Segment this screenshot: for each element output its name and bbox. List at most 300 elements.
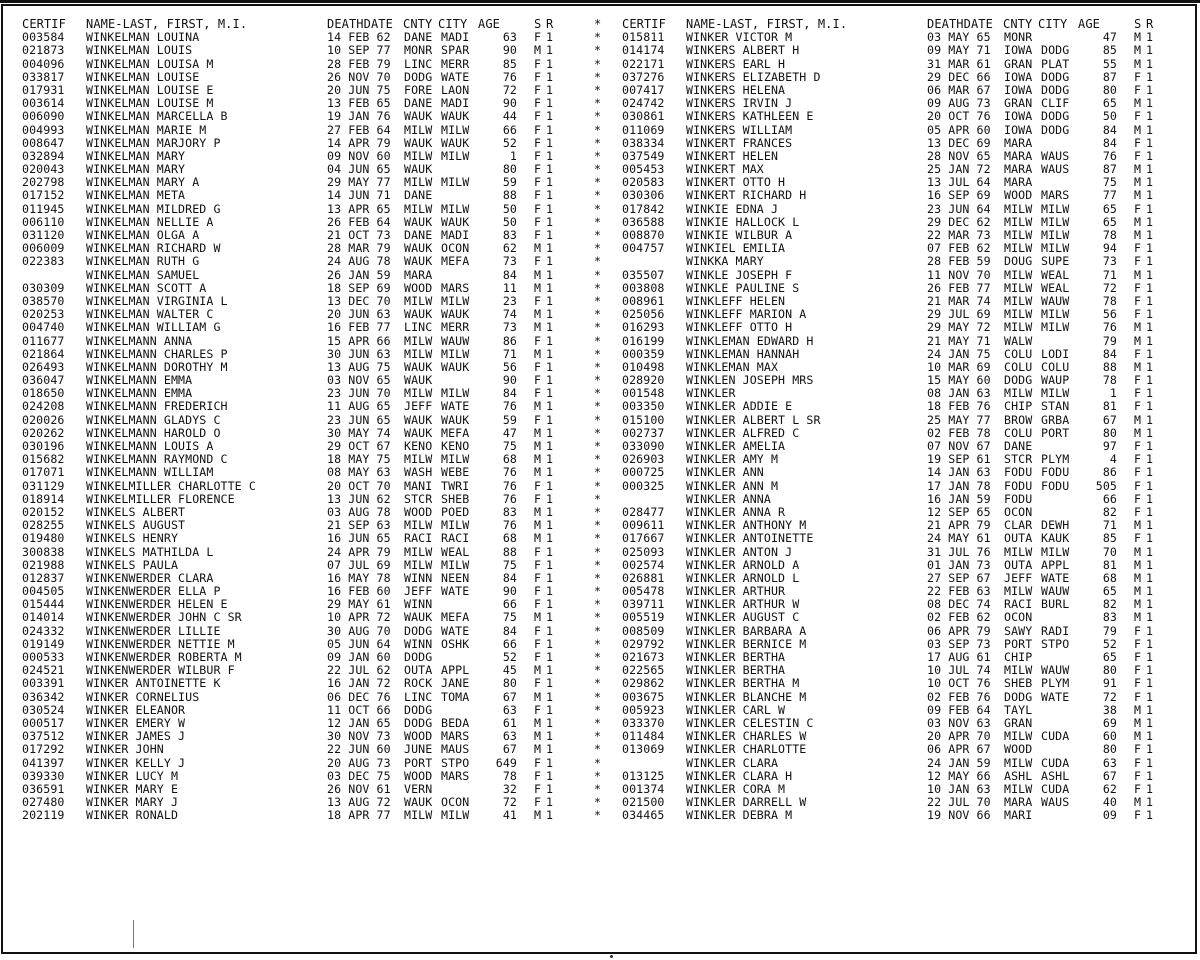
record-age: 75	[1102, 175, 1117, 190]
record-sex: F	[534, 478, 542, 493]
record-deathdate: 08 MAY 63	[327, 465, 391, 480]
record-age: 75	[502, 557, 517, 572]
record-certif: 024332	[22, 623, 65, 638]
record-certif: 202798	[22, 175, 65, 190]
record-race: 1	[546, 280, 554, 295]
record-certif: 035507	[622, 267, 665, 282]
record-certif: 011484	[622, 729, 665, 744]
record-certif: 000533	[22, 650, 65, 664]
record-age: 85	[502, 56, 517, 71]
record-county: MILW	[404, 175, 433, 190]
record-race: 1	[1146, 69, 1154, 84]
record-city: RADI	[1041, 623, 1070, 638]
record-certif: 015444	[22, 597, 65, 612]
record-row	[622, 267, 1154, 282]
record-age: 76	[1102, 148, 1117, 163]
record-certif: 024521	[22, 663, 65, 678]
record-certif: 003584	[22, 30, 65, 45]
record-deathdate: 13 JUL 64	[927, 175, 991, 190]
record-age: 45	[502, 663, 517, 678]
record-row	[22, 56, 602, 71]
record-deathdate: 29 MAY 61	[327, 597, 391, 612]
record-name: WINKLER CARL W	[686, 702, 786, 717]
record-city: CLIF	[1041, 96, 1070, 111]
record-deathdate: 22 JUN 60	[327, 742, 391, 757]
record-race: 1	[1146, 623, 1154, 638]
record-race: 1	[546, 795, 554, 810]
record-race: 1	[1146, 122, 1154, 137]
record-race: 1	[1146, 755, 1154, 770]
record-county: MILW	[404, 148, 433, 163]
record-row	[22, 557, 602, 572]
record-name: WINKELMAN MARY A	[86, 175, 200, 190]
record-row	[622, 465, 1154, 480]
record-race: 1	[546, 148, 554, 163]
record-race: 1	[546, 188, 554, 203]
record-sex: M	[1134, 544, 1142, 559]
record-county: FORE	[404, 82, 433, 97]
record-sex: F	[534, 768, 542, 783]
record-separator: *	[594, 359, 602, 374]
record-age: 82	[1102, 504, 1117, 519]
record-name: WINKLER AMY M	[686, 452, 779, 467]
record-name: WINKERT HELEN	[686, 148, 779, 163]
record-certif: 032894	[22, 148, 65, 163]
record-deathdate: 13 AUG 75	[327, 359, 391, 374]
scan-speck	[610, 955, 613, 958]
record-name: WINKENWERDER WILBUR F	[86, 663, 235, 678]
record-county: DANE	[1004, 439, 1033, 453]
record-deathdate: 24 JAN 75	[927, 346, 991, 361]
record-age: 59	[502, 175, 517, 190]
record-county: PORT	[1004, 636, 1033, 651]
record-row	[22, 808, 602, 823]
record-city: POED	[441, 504, 470, 519]
record-certif: 026881	[622, 570, 665, 585]
record-name: WINKELMAN LOUISA M	[86, 56, 214, 71]
record-row	[22, 412, 602, 427]
record-certif: 038570	[22, 293, 65, 308]
record-name: WINKELMAN META	[86, 188, 186, 203]
record-sex: M	[534, 452, 542, 467]
record-county: IOWA	[1004, 69, 1033, 84]
record-city: SPAR	[441, 43, 470, 58]
record-certif: 021873	[22, 43, 65, 58]
record-sex: F	[534, 175, 542, 190]
record-city: CUDA	[1041, 755, 1070, 770]
record-city: MILW	[1041, 201, 1070, 216]
header-deathdate: DEATHDATE	[927, 17, 993, 31]
record-county: ROCK	[404, 676, 433, 691]
record-county: MARI	[1004, 808, 1033, 823]
record-race: 1	[546, 557, 554, 572]
record-sex: F	[1134, 201, 1142, 216]
record-sex: F	[534, 109, 542, 124]
record-deathdate: 19 JAN 76	[327, 109, 391, 124]
record-certif: 021864	[22, 346, 65, 361]
record-name: WINKELMAN SCOTT A	[86, 280, 207, 295]
record-sex: F	[1134, 504, 1142, 519]
record-county: IOWA	[1004, 82, 1033, 97]
header-name: NAME-LAST, FIRST, M.I.	[86, 17, 248, 31]
record-row	[622, 241, 1154, 256]
record-county: MILW	[1004, 663, 1033, 678]
record-certif: 013069	[622, 742, 665, 757]
record-city: WAUS	[1041, 148, 1070, 163]
record-age: 63	[1102, 755, 1117, 770]
record-separator: *	[594, 491, 602, 506]
record-age: 78	[1102, 373, 1117, 388]
record-separator: *	[594, 531, 602, 546]
record-certif: 005519	[622, 610, 665, 625]
record-name: WINKELMAN LOUISE	[86, 69, 200, 84]
record-row	[622, 544, 1154, 559]
record-race: 1	[1146, 504, 1154, 519]
record-separator: *	[594, 452, 602, 467]
record-name: WINKELMAN MARY	[86, 148, 186, 163]
record-certif: 011677	[22, 333, 65, 348]
record-county: OCON	[1004, 610, 1033, 625]
record-deathdate: 24 AUG 78	[327, 254, 391, 269]
record-deathdate: 22 FEB 63	[927, 584, 991, 599]
record-city: MARS	[1041, 188, 1070, 203]
record-separator: *	[594, 307, 602, 322]
record-deathdate: 18 MAY 75	[327, 452, 391, 467]
record-county: DANE	[404, 188, 433, 203]
record-name: WINKELMANN CHARLES P	[86, 346, 228, 361]
record-sex: F	[1134, 676, 1142, 691]
record-name: WINKELMAN SAMUEL	[86, 267, 200, 282]
record-age: 83	[502, 228, 517, 242]
record-county: WAUK	[404, 214, 433, 229]
record-race: 1	[1146, 610, 1154, 625]
record-row	[22, 109, 602, 124]
record-deathdate: 16 FEB 60	[327, 584, 391, 599]
record-row	[622, 280, 1154, 295]
record-city: LODI	[1041, 346, 1070, 361]
record-race: 1	[1146, 425, 1154, 440]
record-age: 88	[502, 188, 517, 203]
record-county: OUTA	[404, 663, 433, 678]
record-row	[22, 676, 602, 691]
record-name: WINKLER AUGUST C	[686, 610, 800, 625]
record-row	[22, 267, 602, 282]
record-certif: 036047	[22, 373, 65, 388]
record-county: WOOD	[404, 280, 433, 295]
record-race: 1	[546, 30, 554, 45]
record-deathdate: 14 APR 79	[327, 135, 391, 150]
record-certif: 019480	[22, 531, 65, 546]
record-certif: 006090	[22, 109, 65, 124]
record-age: 90	[502, 43, 517, 58]
record-sex: F	[534, 373, 542, 388]
record-age: 66	[502, 122, 517, 137]
record-race: 1	[1146, 30, 1154, 45]
record-age: 71	[1102, 518, 1117, 533]
record-city: MILW	[441, 148, 470, 163]
record-deathdate: 15 MAY 60	[927, 373, 991, 388]
record-county: DODG	[404, 623, 433, 638]
record-race: 1	[546, 254, 554, 269]
record-row	[622, 808, 1154, 823]
record-county: WOOD	[404, 729, 433, 744]
record-city: MILW	[441, 122, 470, 137]
record-deathdate: 18 FEB 76	[927, 399, 991, 414]
record-sex: F	[534, 333, 542, 348]
record-race: 1	[546, 293, 554, 308]
record-deathdate: 26 FEB 77	[927, 280, 991, 295]
record-race: 1	[1146, 465, 1154, 480]
record-name: WINKENWERDER LILLIE	[86, 623, 221, 638]
record-age: 71	[502, 346, 517, 361]
record-sex: M	[1134, 30, 1142, 45]
record-city: OSHK	[441, 636, 470, 651]
record-certif: 021500	[622, 795, 665, 810]
record-name: WINKELMAN MILDRED G	[86, 201, 221, 216]
record-deathdate: 19 NOV 66	[927, 808, 991, 823]
record-certif: 029862	[622, 676, 665, 691]
record-race: 1	[546, 610, 554, 625]
record-race: 1	[546, 544, 554, 559]
record-county: JEFF	[1004, 570, 1033, 585]
record-deathdate: 29 MAY 72	[927, 320, 991, 335]
record-deathdate: 16 FEB 77	[327, 320, 391, 335]
record-certif: 001548	[622, 386, 665, 401]
record-name: WINKELMAN LOUIS	[86, 43, 193, 58]
record-row	[22, 122, 602, 137]
record-age: 11	[502, 280, 517, 295]
record-city: PLYM	[1041, 452, 1070, 467]
record-row	[622, 412, 1154, 427]
record-city: KENO	[441, 439, 470, 453]
record-separator: *	[594, 386, 602, 401]
record-city: PORT	[1041, 425, 1070, 440]
record-age: 55	[1102, 56, 1117, 71]
record-race: 1	[546, 412, 554, 427]
record-sex: F	[534, 82, 542, 97]
record-county: WAUK	[404, 359, 433, 374]
record-name: WINKERS HELENA	[686, 82, 786, 97]
record-deathdate: 30 AUG 70	[327, 623, 391, 638]
record-sex: F	[1134, 241, 1142, 256]
record-race: 1	[546, 122, 554, 137]
record-name: WINKELMANN EMMA	[86, 386, 193, 401]
record-deathdate: 13 DEC 69	[927, 135, 991, 150]
record-race: 1	[546, 162, 554, 177]
record-city: GRBA	[1041, 412, 1070, 427]
record-age: 76	[502, 465, 517, 480]
record-race: 1	[1146, 689, 1154, 704]
record-deathdate: 21 MAR 74	[927, 293, 991, 308]
record-city: NEEN	[441, 570, 470, 585]
record-city: MEFA	[441, 425, 470, 440]
record-name: WINKER ANTOINETTE K	[86, 676, 221, 691]
record-sex: M	[534, 742, 542, 757]
record-age: 77	[1102, 188, 1117, 203]
record-city: WAUK	[441, 307, 470, 322]
record-sex: F	[534, 214, 542, 229]
record-county: DANE	[404, 30, 433, 45]
record-certif: 009611	[622, 518, 665, 533]
record-sex: F	[534, 228, 542, 242]
record-certif: 036591	[22, 781, 65, 796]
record-name: WINKERT OTTO H	[686, 175, 786, 190]
record-race: 1	[546, 56, 554, 71]
record-sex: F	[534, 570, 542, 585]
record-race: 1	[1146, 214, 1154, 229]
record-county: MILW	[1004, 214, 1033, 229]
record-county: MILW	[404, 201, 433, 216]
record-sex: F	[1134, 135, 1142, 150]
record-row	[22, 544, 602, 559]
record-county: MANI	[404, 478, 433, 493]
record-county: MARA	[1004, 795, 1033, 810]
record-age: 94	[1102, 241, 1117, 256]
record-age: 67	[1102, 412, 1117, 427]
record-city: MERR	[441, 320, 470, 335]
record-certif: 300838	[22, 544, 65, 559]
record-city: WATE	[1041, 689, 1070, 704]
record-name: WINKELMANN GLADYS C	[86, 412, 221, 427]
record-row	[622, 333, 1154, 348]
record-deathdate: 09 JAN 60	[327, 650, 391, 664]
record-city: COLU	[1041, 359, 1070, 374]
record-deathdate: 08 JAN 63	[927, 386, 991, 401]
record-race: 1	[1146, 320, 1154, 335]
record-sex: F	[534, 56, 542, 71]
record-city: WAUW	[1041, 663, 1070, 678]
record-sex: M	[534, 504, 542, 519]
record-sex: M	[534, 307, 542, 322]
record-deathdate: 23 JUN 65	[327, 412, 391, 427]
record-race: 1	[546, 531, 554, 546]
record-deathdate: 03 SEP 73	[927, 636, 991, 651]
record-county: SHEB	[1004, 676, 1033, 691]
record-name: WINKERT FRANCES	[686, 135, 793, 150]
record-name: WINKELS ALBERT	[86, 504, 186, 519]
record-deathdate: 20 APR 70	[927, 729, 991, 744]
record-county: STCR	[404, 491, 433, 506]
record-certif: 041397	[22, 755, 65, 770]
record-certif: 008870	[622, 228, 665, 242]
record-sex: M	[534, 729, 542, 744]
record-race: 1	[1146, 531, 1154, 546]
record-sex: F	[1134, 280, 1142, 295]
record-sex: F	[534, 254, 542, 269]
record-race: 1	[1146, 109, 1154, 124]
record-county: GRAN	[1004, 56, 1033, 71]
record-row	[622, 346, 1154, 361]
record-certif: 022565	[622, 663, 665, 678]
record-deathdate: 21 MAY 71	[927, 333, 991, 348]
record-county: DODG	[1004, 689, 1033, 704]
record-age: 32	[502, 781, 517, 796]
record-age: 66	[502, 597, 517, 612]
record-deathdate: 09 MAY 71	[927, 43, 991, 58]
record-row	[22, 201, 602, 216]
record-row	[622, 676, 1154, 691]
record-separator: *	[594, 43, 602, 58]
record-separator: *	[594, 676, 602, 691]
record-separator: *	[594, 214, 602, 229]
record-name: WINKELMANN HAROLD O	[86, 425, 221, 440]
record-county: MARA	[1004, 162, 1033, 177]
record-row	[622, 689, 1154, 704]
record-name: WINKLEFF MARION A	[686, 307, 807, 322]
record-certif: 022383	[22, 254, 65, 269]
record-age: 47	[1102, 30, 1117, 45]
record-separator: *	[594, 768, 602, 783]
record-city: BEDA	[441, 715, 470, 730]
record-age: 72	[502, 795, 517, 810]
record-name: WINKERT MAX	[686, 162, 764, 177]
record-city: MILW	[1041, 386, 1070, 401]
record-city: KAUK	[1041, 531, 1070, 546]
record-name: WINKLER ANTON J	[686, 544, 793, 559]
record-separator: *	[594, 241, 602, 256]
record-name: WINKLER ALFRED C	[686, 425, 800, 440]
record-certif: 013125	[622, 768, 665, 783]
record-name: WINKERS EARL H	[686, 56, 786, 71]
record-deathdate: 26 NOV 61	[327, 781, 391, 796]
record-city: WEAL	[441, 544, 470, 559]
record-age: 80	[1102, 742, 1117, 757]
record-city: WAUK	[441, 214, 470, 229]
record-county: WAUK	[404, 425, 433, 440]
record-age: 59	[502, 412, 517, 427]
left-record-column	[22, 17, 602, 823]
record-age: 50	[502, 201, 517, 216]
record-age: 82	[1102, 597, 1117, 612]
record-county: FODU	[1004, 478, 1033, 493]
record-county: MILW	[404, 544, 433, 559]
record-age: 88	[1102, 359, 1117, 374]
record-county: TAYL	[1004, 702, 1033, 717]
record-sex: M	[1134, 702, 1142, 717]
record-separator: *	[594, 623, 602, 638]
header-separator: *	[594, 17, 602, 31]
record-race: 1	[546, 452, 554, 467]
header-sex: S	[1134, 17, 1142, 31]
record-city: MADI	[441, 96, 470, 111]
record-certif: 020043	[22, 162, 65, 177]
header-race: R	[546, 17, 554, 31]
record-age: 76	[502, 478, 517, 493]
record-sex: M	[534, 531, 542, 546]
record-certif: 006110	[22, 214, 65, 229]
record-county: MARA	[1004, 135, 1033, 150]
record-age: 78	[1102, 228, 1117, 242]
record-deathdate: 13 DEC 70	[327, 293, 391, 308]
record-county: JUNE	[404, 742, 433, 757]
record-age: 86	[502, 333, 517, 348]
record-row	[22, 478, 602, 493]
record-name: WINKELMAN OLGA A	[86, 228, 200, 242]
record-race: 1	[1146, 518, 1154, 533]
record-separator: *	[594, 122, 602, 137]
record-certif: 017931	[22, 82, 65, 97]
record-certif: 004505	[22, 584, 65, 599]
record-county: WOOD	[1004, 742, 1033, 757]
record-age: 52	[502, 650, 517, 664]
record-race: 1	[546, 69, 554, 84]
record-deathdate: 16 JAN 59	[927, 491, 991, 506]
record-sex: F	[1134, 491, 1142, 506]
record-deathdate: 19 SEP 61	[927, 452, 991, 467]
record-row	[622, 56, 1154, 71]
record-name: WINKERS IRVIN J	[686, 96, 793, 111]
record-sex: F	[1134, 452, 1142, 467]
